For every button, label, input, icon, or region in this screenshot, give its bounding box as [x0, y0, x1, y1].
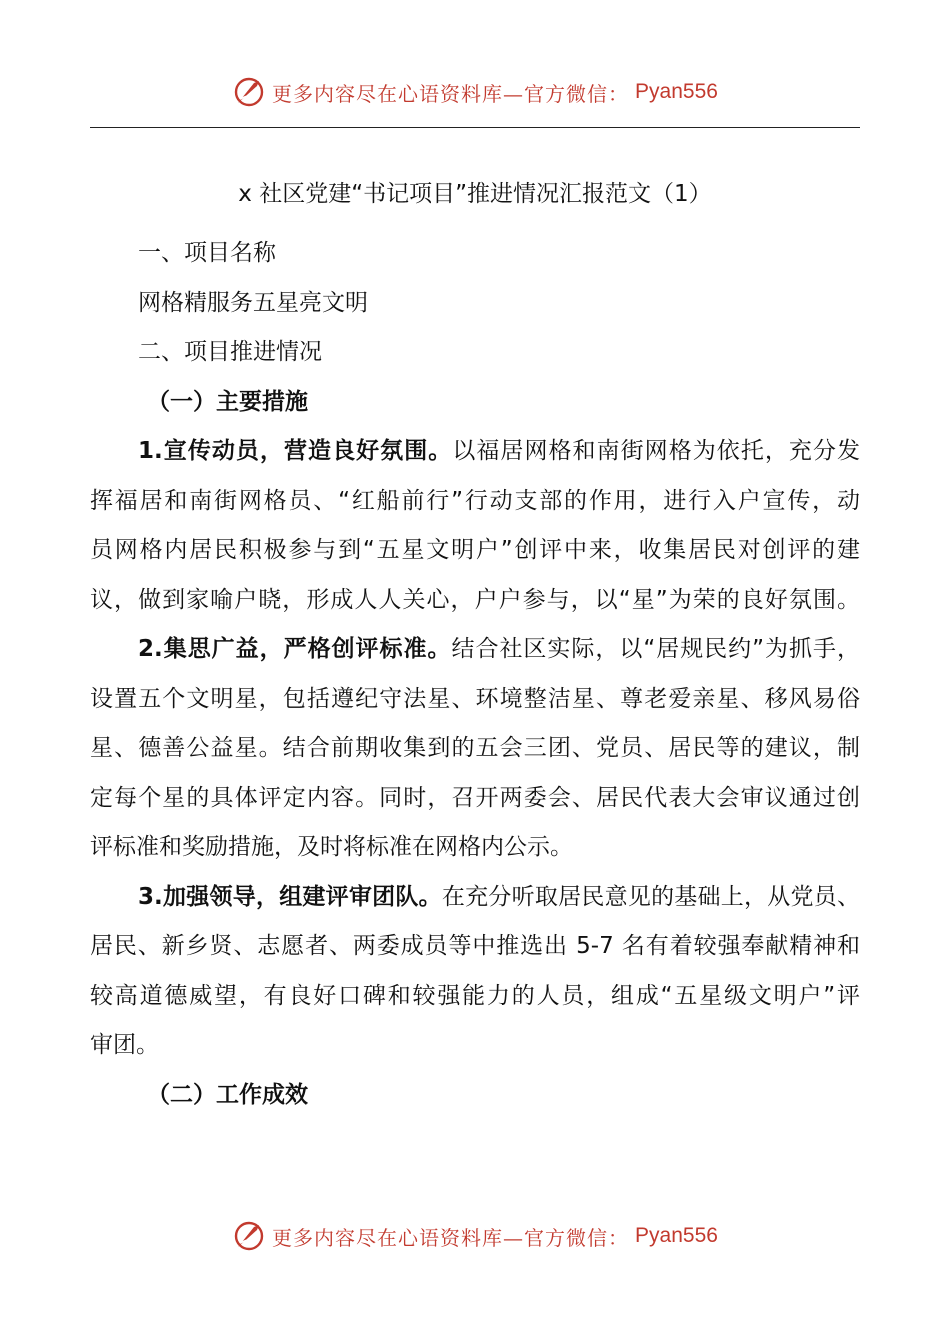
- paragraph-line: [90, 873, 860, 923]
- paragraph-lead: 1.宣传动员，营造良好氛围。: [138, 438, 453, 464]
- paragraph-text: 在充分听取居民意见的基础上，从党员、: [441, 883, 860, 910]
- paragraph-line: 挥福居和南街网格员、“红船前行”行动支部的作用，进行入户宣传，动: [90, 487, 860, 514]
- banner-wechat-handle: Pyan556: [635, 1224, 718, 1247]
- subsection-heading-1: （一）主要措施: [147, 388, 308, 415]
- paragraph-line: 员网格内居民积极参与到“五星文明户”创评中来，收集居民对创评的建: [90, 537, 860, 563]
- paragraph-lead: 2.集思广益，严格创评标准。: [138, 636, 452, 662]
- paragraph-line: 评标准和奖励措施，及时将标准在网格内公示。: [90, 834, 573, 860]
- banner-text: 更多内容尽在心语资料库—官方微信：: [272, 81, 630, 106]
- quill-logo-icon: [232, 1219, 266, 1253]
- paragraph-line: 居民、新乡贤、志愿者、两委成员等中推选出 5-7 名有着较强奉献精神和: [90, 933, 860, 959]
- banner-wechat-handle: Pyan556: [635, 80, 718, 103]
- subsection-heading-2: （二）工作成效: [147, 1081, 308, 1108]
- paragraph-1: [90, 427, 860, 625]
- paragraph-line: 定每个星的具体评定内容。同时，召开两委会、居民代表大会审议通过创: [90, 784, 860, 811]
- paragraph-line: [90, 625, 860, 675]
- paragraph-line: 审团。: [90, 1032, 159, 1058]
- header-banner: [0, 72, 950, 112]
- header-divider: [90, 127, 860, 128]
- paragraph-text: 结合社区实际，以“居规民约”为抓手，: [451, 636, 860, 662]
- paragraph-3: [90, 873, 860, 1071]
- document-title: x 社区党建“书记项目”推进情况汇报范文（1）: [238, 181, 712, 207]
- paragraph-line: 星、德善公益星。结合前期收集到的五会三团、党员、居民等的建议，制: [90, 735, 860, 761]
- paragraph-line: 较高道德威望，有良好口碑和较强能力的人员，组成“五星级文明户”评: [90, 982, 860, 1009]
- paragraph-line: 设置五个文明星，包括遵纪守法星、环境整洁星、尊老爱亲星、移风易俗: [90, 685, 860, 712]
- document-body: [90, 170, 860, 1120]
- paragraph-text: 以福居网格和南街网格为依托，充分发: [452, 438, 861, 464]
- quill-logo-icon: [232, 75, 266, 109]
- paragraph-2: [90, 625, 860, 873]
- section-heading-1: 一、项目名称: [138, 240, 276, 266]
- banner-text: 更多内容尽在心语资料库—官方微信：: [272, 1225, 630, 1250]
- section-heading-2: 二、项目推进情况: [138, 339, 322, 365]
- paragraph-lead: 3.加强领导，组建评审团队。: [138, 883, 442, 910]
- project-name: 网格精服务五星亮文明: [138, 289, 368, 316]
- footer-banner: [0, 1216, 950, 1256]
- paragraph-line: [90, 427, 860, 477]
- paragraph-line: 议，做到家喻户晓，形成人人关心，户户参与，以“星”为荣的良好氛围。: [90, 586, 860, 613]
